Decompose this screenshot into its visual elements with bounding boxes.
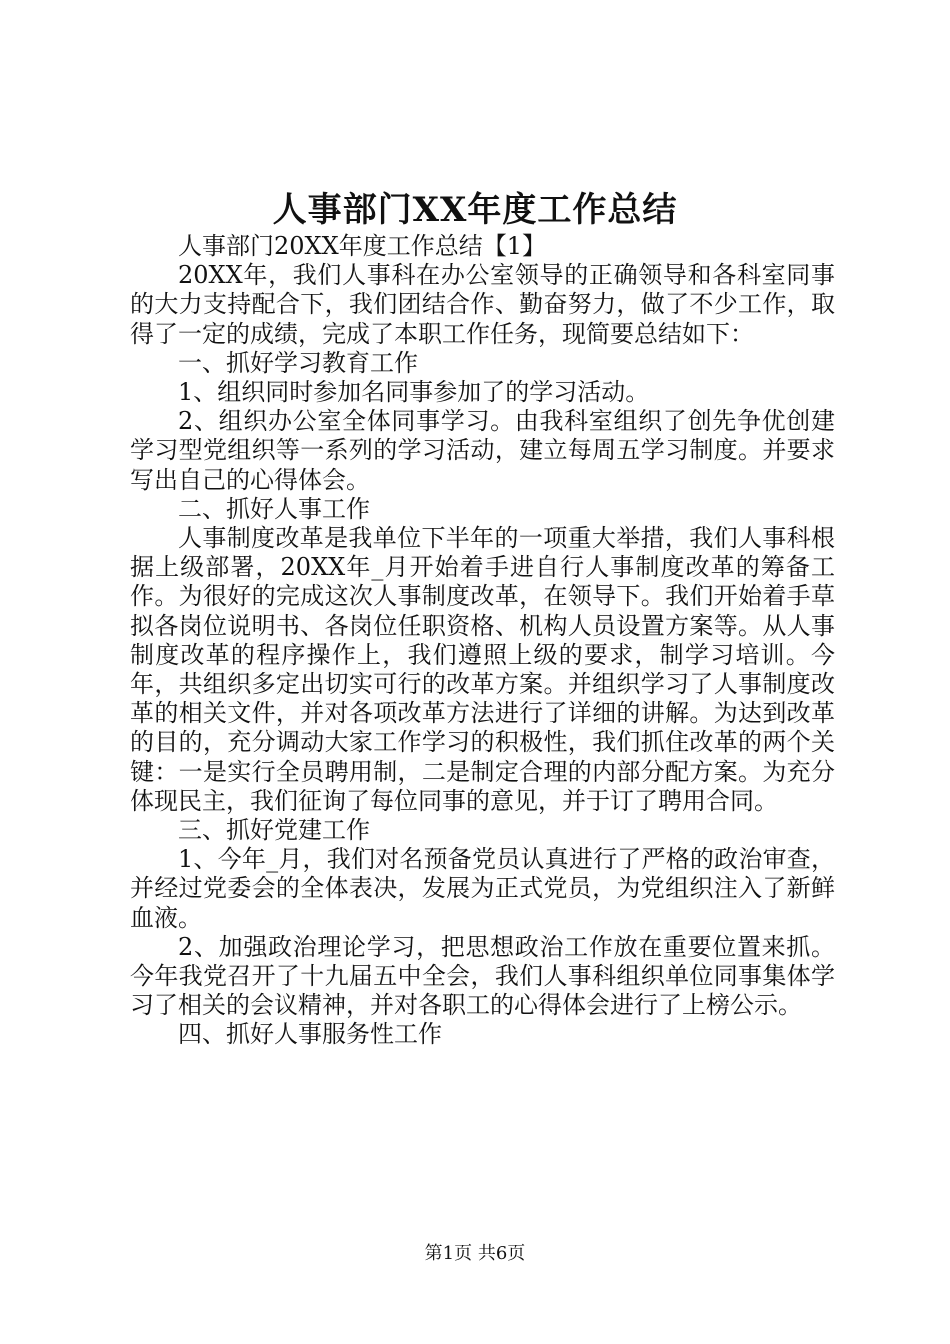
section-heading-study: 一、抓好学习教育工作 xyxy=(178,348,418,377)
paragraph-study-item-2: 2、组织办公室全体同事学习。由我科室组织了创先争优创建学习型党组织等一系列的学习活动，建立每周五学习制度。并要求写出自己的心得体会。 xyxy=(130,407,835,494)
section-heading-service: 四、抓好人事服务性工作 xyxy=(178,1020,442,1049)
paragraph-party-item-1: 1、今年_月，我们对名预备党员认真进行了严格的政治审查，并经过党委会的全体表决，发展为正式党员，为党组织注入了新鲜血液。 xyxy=(130,845,835,932)
paragraph-party-item-2: 2、加强政治理论学习，把思想政治工作放在重要位置来抓。今年我党召开了十九届五中全会，我们人事科组织单位同事集体学习了相关的会议精神，并对各职工的心得体会进行了上榜公示。 xyxy=(130,932,835,1020)
section-heading-party: 三、抓好党建工作 xyxy=(178,816,370,845)
section-heading-personnel: 二、抓好人事工作 xyxy=(178,494,370,523)
paragraph-personnel-reform: 人事制度改革是我单位下半年的一项重大举措，我们人事科根据上级部署，20XX年_月开始着手进自行人事制度改革的筹备工作。为很好的完成这次人事制度改革，在领导下。我们开始着手草拟各岗位说明书、各岗位任职资格、机构人员设置方案等。从人事制度改革的程序操作上，我们遵照上级的要求，制学习培训。今年，共组织多定出切实可行的改革方案。并组织学习了人事制度改革的相关文件，并对各项改革方法进行了详细的讲解。为达到改革的目的，充分调动大家工作学习的积极性，我们抓住改革的两个关键：一是实行全员聘用制，二是制定合理的内部分配方案。为充分体现民主，我们征询了每位同事的意见，并于订了聘用合同。 xyxy=(130,524,835,815)
page-number-footer: 第1页 共6页 xyxy=(424,1243,526,1264)
paragraph-subtitle: 人事部门20XX年度工作总结【1】 xyxy=(178,232,546,260)
paragraph-study-item-1: 1、组织同时参加名同事参加了的学习活动。 xyxy=(178,378,650,407)
document-title: 人事部门XX年度工作总结 xyxy=(272,190,678,230)
document-body xyxy=(130,232,835,1050)
paragraph-intro: 20XX年，我们人事科在办公室领导的正确领导和各科室同事的大力支持配合下，我们团结合作、勤奋努力，做了不少工作，取得了一定的成绩，完成了本职工作任务，现简要总结如下： xyxy=(130,261,835,348)
